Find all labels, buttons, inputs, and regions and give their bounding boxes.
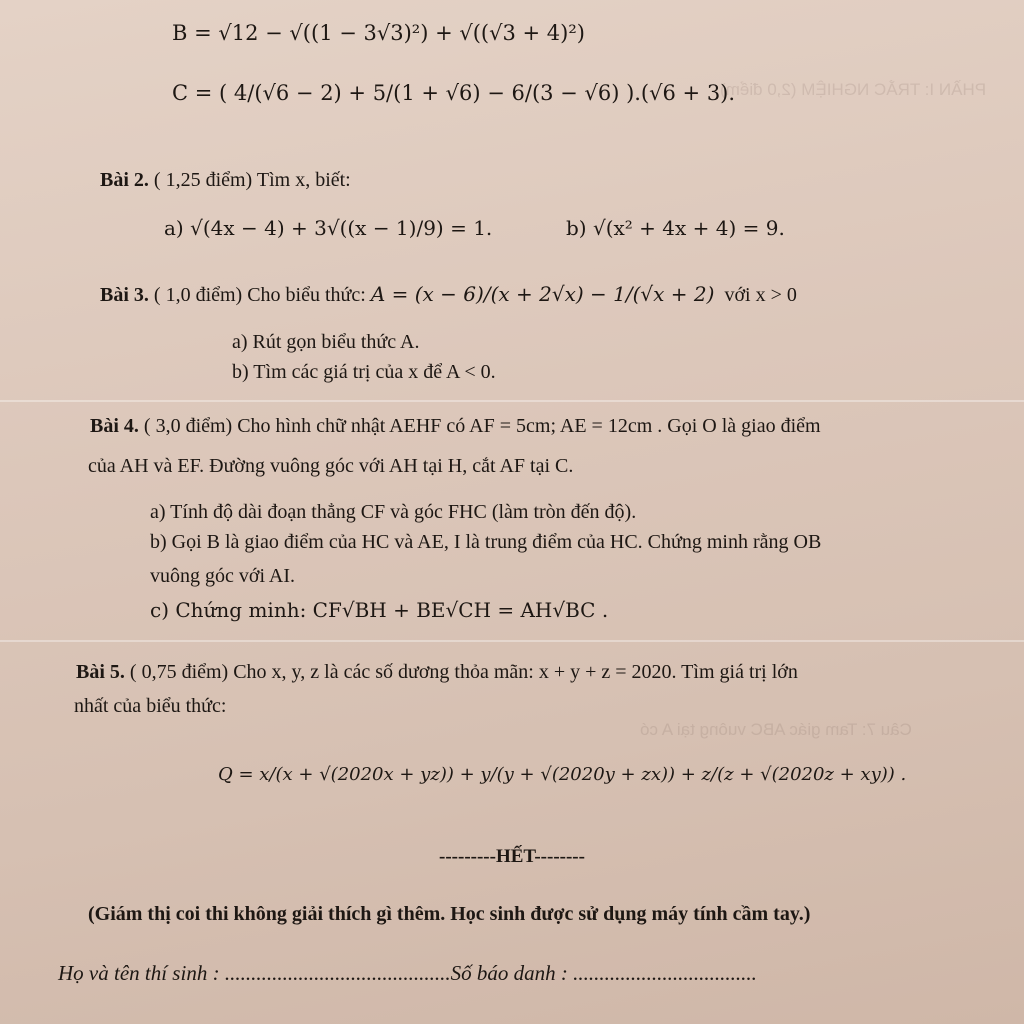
bleed-through-text: Câu 7: Tam giác ABC vuông tại A có	[640, 720, 912, 739]
exercise-3a: a) Rút gọn biểu thức A.	[232, 331, 420, 353]
candidate-id-label: Số báo danh :	[450, 961, 568, 985]
exercise-5-line-2: nhất của biểu thức:	[74, 695, 227, 717]
candidate-name-blank: ...........................................	[224, 961, 451, 985]
exercise-4-line-2: của AH và EF. Đường vuông góc với AH tại H, cắt AF tại C.	[88, 455, 574, 477]
exercise-4b-line-1: b) Gọi B là giao điểm của HC và AE, I là trung điểm của HC. Chứng minh rằng OB	[150, 531, 822, 553]
exercise-4a: a) Tính độ dài đoạn thẳng CF và góc FHC (làm tròn đến độ).	[150, 501, 637, 523]
paper-fold	[0, 640, 1024, 642]
candidate-id-blank: ...................................	[573, 961, 757, 985]
end-marker: ---------HẾT--------	[439, 846, 585, 867]
bleed-through-text: PHẦN I: TRẮC NGHIỆM (2,0 điểm)	[720, 80, 987, 99]
exercise-5-line-1: Bài 5. ( 0,75 điểm) Cho x, y, z là các số dương thỏa mãn: x + y + z = 2020. Tìm giá trị lớn	[76, 661, 798, 683]
exercise-2-heading: Bài 2. ( 1,25 điểm) Tìm x, biết:	[100, 169, 351, 191]
expression-q: Q = x/(x + √(2020x + yz)) + y/(y + √(2020y + zx)) + z/(z + √(2020z + xy)) .	[218, 764, 907, 785]
exercise-2b: b) √(x² + 4x + 4) = 9.	[566, 216, 785, 240]
exercise-4b-line-2: vuông góc với AI.	[150, 565, 296, 587]
expression-c: C = ( 4/(√6 − 2) + 5/(1 + √6) − 6/(3 − √6) ).(√6 + 3).	[172, 81, 736, 105]
paper-fold	[0, 400, 1024, 402]
exercise-4-line-1: Bài 4. ( 3,0 điểm) Cho hình chữ nhật AEHF có AF = 5cm; AE = 12cm . Gọi O là giao điểm	[90, 415, 821, 437]
candidate-footer	[58, 960, 757, 986]
expression-b: B = √12 − √((1 − 3√3)²) + √((√3 + 4)²)	[172, 21, 585, 45]
candidate-name-label: Họ và tên thí sinh :	[58, 961, 220, 985]
exercise-2a: a) √(4x − 4) + 3√((x − 1)/9) = 1.	[164, 216, 493, 240]
exercise-3b: b) Tìm các giá trị của x để A < 0.	[232, 361, 496, 383]
exercise-4c: c) Chứng minh: CF√BH + BE√CH = AH√BC .	[150, 598, 609, 622]
proctor-note: (Giám thị coi thi không giải thích gì thêm. Học sinh được sử dụng máy tính cầm tay.)	[88, 903, 811, 925]
exercise-3-heading: Bài 3. ( 1,0 điểm) Cho biểu thức: A = (x − 6)/(x + 2√x) − 1/(√x + 2) với x > 0	[100, 282, 797, 306]
